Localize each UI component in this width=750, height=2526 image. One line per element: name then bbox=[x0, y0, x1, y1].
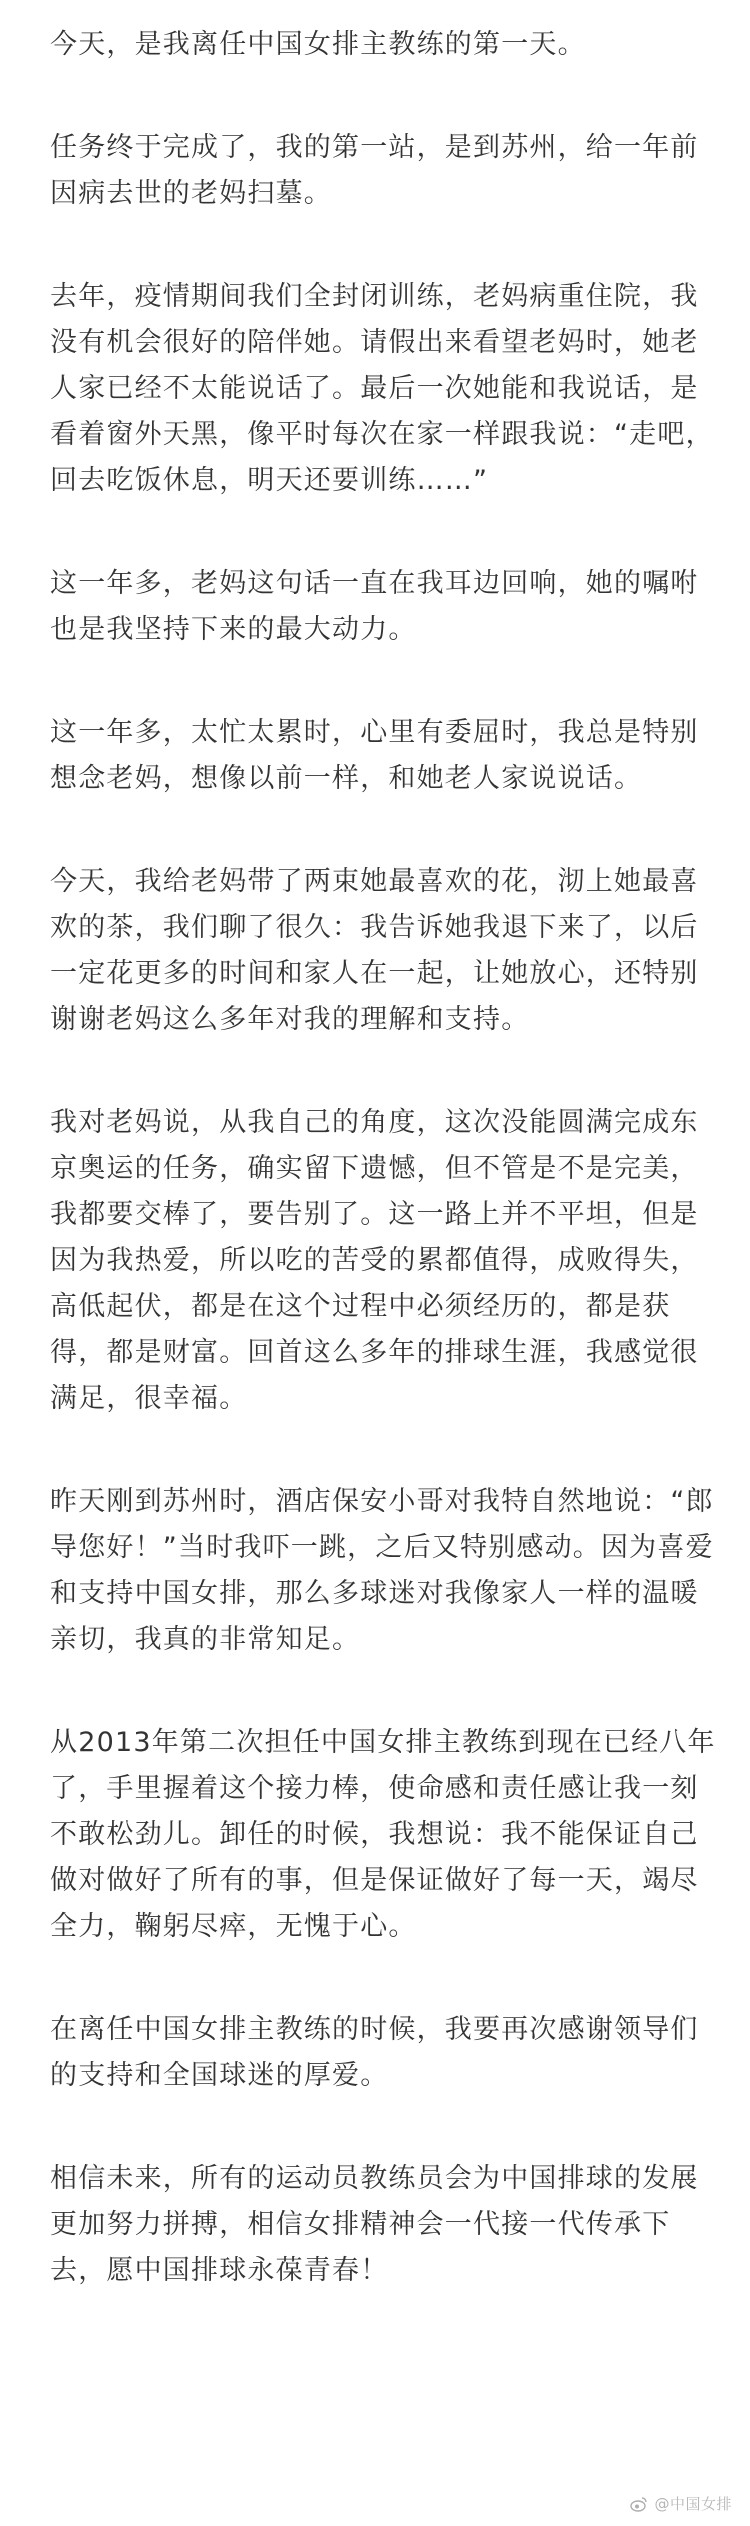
paragraph-10: 在离任中国女排主教练的时候，我要再次感谢领导们的支持和全国球迷的厚爱。 bbox=[50, 2014, 699, 2091]
watermark-text: @中国女排 bbox=[654, 2495, 732, 2513]
paragraph-3: 去年，疫情期间我们全封闭训练，老妈病重住院，我没有机会很好的陪伴她。请假出来看望老妈时，她老人家已经不太能说话了。最后一次她能和我说话，是看着窗外天黑，像平时每次在家一样跟我说：“走吧，回去吃饭休息，明天还要训练……” bbox=[50, 281, 714, 496]
paragraph-2: 任务终于完成了，我的第一站，是到苏州，给一年前因病去世的老妈扫墓。 bbox=[50, 132, 699, 209]
paragraph-4: 这一年多，老妈这句话一直在我耳边回响，她的嘱咐也是我坚持下来的最大动力。 bbox=[50, 568, 699, 645]
paragraph-1: 今天，是我离任中国女排主教练的第一天。 bbox=[50, 29, 586, 60]
paragraph-6: 今天，我给老妈带了两束她最喜欢的花，沏上她最喜欢的茶，我们聊了很久：我告诉她我退下来了，以后一定花更多的时间和家人在一起，让她放心，还特别谢谢老妈这么多年对我的理解和支持。 bbox=[50, 866, 699, 1035]
paragraph-8: 昨天刚到苏州时，酒店保安小哥对我特自然地说：“郎导您好！”当时我吓一跳，之后又特别感动。因为喜爱和支持中国女排，那么多球迷对我像家人一样的温暖亲切，我真的非常知足。 bbox=[50, 1486, 714, 1655]
weibo-watermark bbox=[630, 2493, 732, 2514]
paragraph-9: 从2013年第二次担任中国女排主教练到现在已经八年了，手里握着这个接力棒，使命感和责任感让我一刻不敢松劲儿。卸任的时候，我想说：我不能保证自己做对做好了所有的事，但是保证做好了每一天，竭尽全力，鞠躬尽瘁，无愧于心。 bbox=[50, 1727, 716, 1942]
paragraph-7: 我对老妈说，从我自己的角度，这次没能圆满完成东京奥运的任务，确实留下遗憾，但不管是不是完美，我都要交棒了，要告别了。这一路上并不平坦，但是因为我热爱，所以吃的苦受的累都值得，成败得失，高低起伏，都是在这个过程中必须经历的，都是获得，都是财富。回首这么多年的排球生涯，我感觉很满足，很幸福。 bbox=[50, 1107, 699, 1414]
weibo-icon bbox=[630, 2495, 648, 2513]
article-body bbox=[50, 22, 720, 2294]
paragraph-5: 这一年多，太忙太累时，心里有委屈时，我总是特别想念老妈，想像以前一样，和她老人家说说话。 bbox=[50, 717, 699, 794]
paragraph-11: 相信未来，所有的运动员教练员会为中国排球的发展更加努力拼搏，相信女排精神会一代接一代传承下去，愿中国排球永葆青春！ bbox=[50, 2163, 699, 2286]
